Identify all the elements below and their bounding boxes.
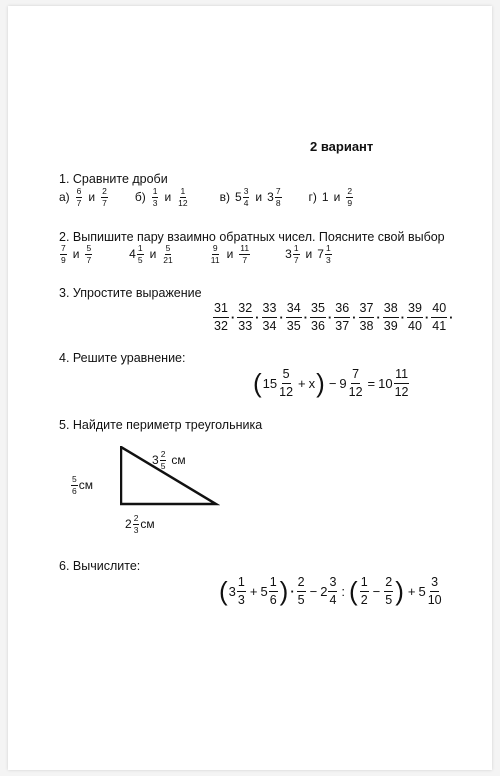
fraction: $\frac{1}{3}$ [152, 186, 158, 208]
fraction: $\frac{2}{7}$ [102, 186, 107, 208]
fraction: $\frac{5}{7}$ [86, 243, 92, 265]
fraction: $\frac{7}{9}$ [61, 243, 66, 265]
fraction: $\frac{5}{21}$ [163, 243, 173, 265]
task2-pair-4: 3 $\frac{1}{7}$ и 7 $\frac{1}{3}$ [285, 243, 331, 265]
variant-title: 2 вариант [310, 139, 374, 154]
multiply-dot: · [327, 309, 333, 325]
task2-title: 2. Выпишите пару взаимно обратных чисел. Поясните свой выбор [59, 230, 445, 244]
fraction: $\frac{31}{32}$ [214, 301, 228, 333]
fraction: $\frac{3}{4}$ [243, 186, 249, 208]
label-hypotenuse: 3 $\frac{2}{5}$ см [152, 449, 186, 471]
fraction: $\frac{32}{33}$ [238, 301, 253, 333]
task1-item-b: б) $\frac{1}{3}$ и $\frac{1}{12}$ [134, 186, 188, 208]
multiply-dot: · [449, 309, 454, 325]
fraction: $\frac{34}{35}$ [286, 301, 301, 333]
fraction: $\frac{39}{40}$ [408, 301, 422, 333]
fraction: $\frac{11}{12}$ [394, 367, 409, 399]
task2-pair-3: $\frac{9}{11}$ и $\frac{11}{7}$ [210, 243, 250, 265]
multiply-dot: · [303, 309, 308, 325]
fraction: $\frac{33}{34}$ [262, 301, 277, 333]
fraction: $\frac{2}{5}$ [160, 449, 166, 471]
task1-item-d: г) 1 и $\frac{2}{9}$ [308, 186, 353, 208]
task6-expression: ( 3 $\frac{1}{3}$ + 5 $\frac{1}{6}$ ) · $\frac{2}{5}$ − 2 $\frac{3}{4}$ : ( $\frac{1}{2}$ − $\frac{2}{5}$ ) + 5 $\frac{3}{10}$ [219, 575, 442, 607]
fraction: $\frac{5}{6}$ [72, 474, 77, 496]
multiply-dot: · [352, 309, 357, 325]
multiply-dot: · [376, 309, 381, 325]
task2-pairs [59, 244, 333, 264]
task1-title: 1. Сравните дроби [59, 172, 168, 186]
fraction: $\frac{2}{3}$ [133, 513, 139, 535]
fraction: $\frac{3}{10}$ [427, 575, 442, 607]
task1-items [59, 187, 354, 207]
fraction: $\frac{40}{41}$ [432, 301, 447, 333]
task4-title: 4. Решите уравнение: [59, 351, 186, 365]
fraction: $\frac{2}{9}$ [347, 186, 353, 208]
fraction: $\frac{7}{8}$ [275, 186, 281, 208]
multiply-dot: · [400, 309, 405, 325]
multiply-dot: · [279, 309, 284, 325]
fraction: $\frac{6}{7}$ [76, 186, 82, 208]
fraction: $\frac{1}{2}$ [360, 575, 368, 607]
fraction: $\frac{38}{39}$ [383, 301, 398, 333]
task1-item-c: в) 5 $\frac{3}{4}$ и 3 $\frac{7}{8}$ [219, 186, 281, 208]
worksheet-page [8, 6, 492, 770]
multiply-dot: · [424, 309, 430, 325]
fraction: $\frac{1}{6}$ [269, 575, 277, 607]
fraction: $\frac{1}{3}$ [325, 243, 331, 265]
multiply-dot: · [230, 309, 236, 325]
label-horizontal-leg: 2 $\frac{2}{3}$ см [125, 513, 155, 535]
fraction: $\frac{3}{4}$ [329, 575, 337, 607]
fraction: $\frac{5}{12}$ [279, 367, 294, 399]
task2-pair-1: $\frac{7}{9}$ и $\frac{5}{7}$ [61, 243, 92, 265]
fraction: $\frac{1}{7}$ [293, 243, 299, 265]
fraction: $\frac{37}{38}$ [359, 301, 374, 333]
fraction: $\frac{2}{5}$ [297, 575, 305, 607]
fraction: $\frac{1}{5}$ [137, 243, 143, 265]
fraction: $\frac{7}{12}$ [348, 367, 363, 399]
task3-product-expression [212, 302, 455, 332]
fraction: $\frac{35}{36}$ [311, 301, 325, 333]
fraction: $\frac{1}{12}$ [178, 186, 188, 208]
label-vertical-leg: $\frac{5}{6}$ см [72, 474, 93, 496]
fraction: $\frac{36}{37}$ [335, 301, 350, 333]
fraction: $\frac{11}{7}$ [240, 243, 250, 265]
fraction: $\frac{2}{5}$ [385, 575, 393, 607]
fraction: $\frac{9}{11}$ [210, 243, 220, 265]
task2-pair-2: 4 $\frac{1}{5}$ и $\frac{5}{21}$ [129, 243, 173, 265]
task3-title: 3. Упростите выражение [59, 286, 202, 300]
task4-equation: ( 15 $\frac{5}{12}$ + x ) − 9 $\frac{7}{12}$ = 10 $\frac{11}{12}$ [253, 367, 409, 399]
multiply-dot: · [255, 309, 260, 325]
task5-title: 5. Найдите периметр треугольника [59, 418, 263, 432]
task1-item-a: а) $\frac{6}{7}$ и $\frac{2}{7}$ [59, 186, 107, 208]
task6-title: 6. Вычислите: [59, 559, 141, 573]
fraction: $\frac{1}{3}$ [237, 575, 245, 607]
